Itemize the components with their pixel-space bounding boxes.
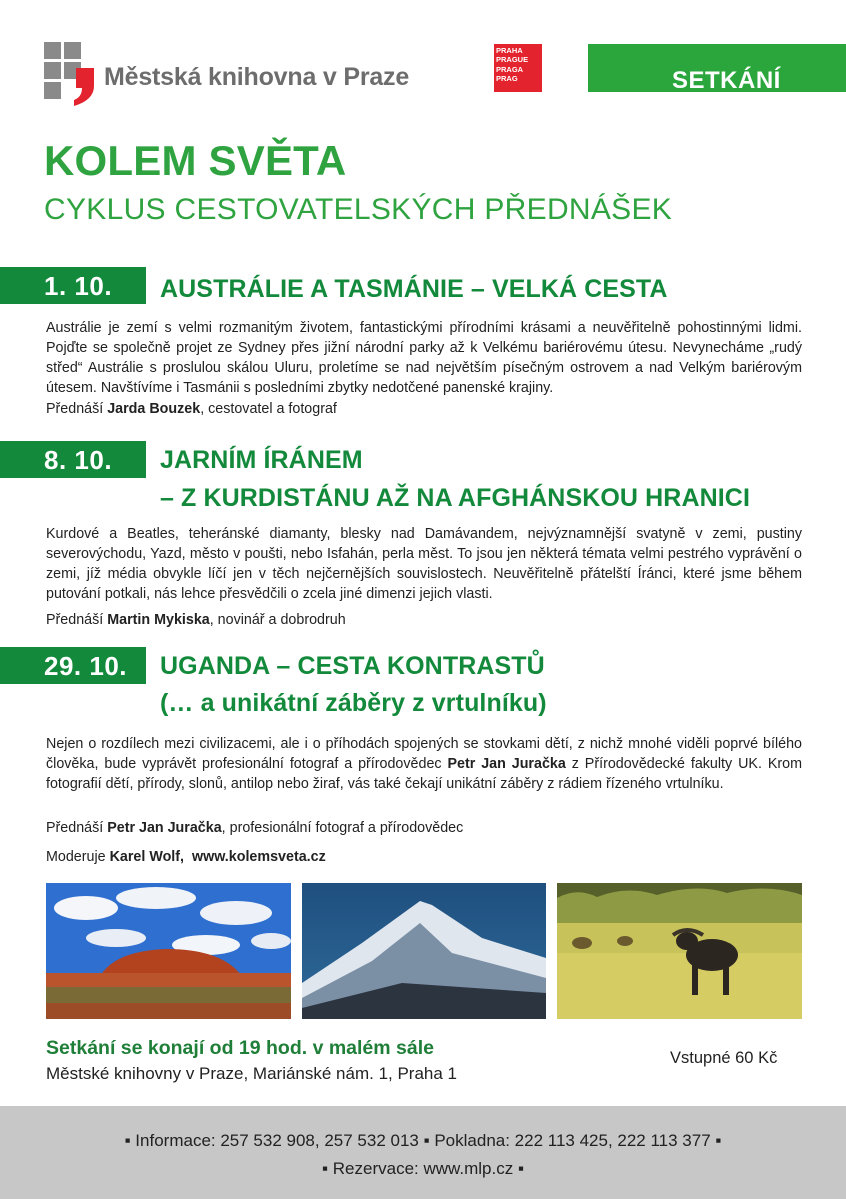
praha-logo: PRAHA PRAGUE PRAGA PRAG [494, 44, 542, 92]
photo-uluru [46, 883, 291, 1019]
contact-info: ▪ Informace: 257 532 908, 257 532 013 ▪ Pokladna: 222 113 425, 222 113 377 ▪ [124, 1131, 722, 1150]
event-description: Austrálie je zemí s velmi rozmanitým životem, fantastickými přírodními krásami a neuvěřitelně pohostinnými lidmi. Pojďte se společně projet ze Sydney přes jižní národní parky až k Velkému bariérovému útesu. Nevynecháme „rudý střed“ Austrálie s proslulou skálou Uluru, proletíme se nad největším písečným ostrovem a nad Velkým bariérovým útesem. Navštívíme i Tasmánii s posledními zbytky nedotčené panenské krajiny. [46, 320, 802, 396]
section-badge: SETKÁNÍ [588, 44, 846, 92]
entry-price: Vstupné 60 Kč [670, 1049, 778, 1067]
page-subtitle: CYKLUS CESTOVATELSKÝCH PŘEDNÁŠEK [44, 193, 673, 226]
lecturer-name-inline: Petr Jan Juračka [447, 756, 566, 772]
venue-highlight: Setkání se konají od 19 hod. v malém sále [46, 1037, 434, 1059]
reservation-info[interactable]: ▪ Rezervace: www.mlp.cz ▪ [322, 1159, 524, 1178]
event-date-badge: 29. 10. [0, 647, 146, 684]
page-title: KOLEM SVĚTA [44, 137, 347, 184]
event-description: Kurdové a Beatles, teheránské diamanty, blesky nad Damávandem, nejvýznamnější svatyně v zemi, pustiny severovýchodu, Yazd, město v poušti, nebo Isfahán, perla měst. To jsou jen některá témata velmi pestrého vyprávění o zemi, jíž média obvykle líčí jen v těch nejčernějších souvislostech. Neuvěřitelně přátelští Íránci, které jsme během putování potkali, nás lehce přesvědčili o zcela jiné dimenzi jejich vlasti. [46, 526, 802, 602]
library-name: Městská knihovna v Praze [104, 63, 410, 91]
photo-mountain [302, 883, 546, 1019]
lecturer-name: Martin Mykiska [107, 612, 210, 628]
moderator-name: Karel Wolf, [109, 849, 185, 865]
event-date-badge: 8. 10. [0, 441, 146, 478]
lecturer-name: Jarda Bouzek [107, 401, 201, 417]
venue-address: Městské knihovny v Praze, Mariánské nám. 1, Praha 1 [46, 1064, 458, 1083]
library-logo-icon [44, 42, 96, 106]
event-lecturer: Přednáší Martin Mykiska, novinář a dobrodruh [46, 612, 346, 628]
event-date-badge: 1. 10. [0, 267, 146, 304]
event-lecturer: Přednáší Petr Jan Juračka, profesionální fotograf a přírodovědec [46, 820, 464, 836]
contact-bar [0, 1106, 846, 1199]
event-title-line2: – Z KURDISTÁNU AŽ NA AFGHÁNSKOU HRANICI [160, 484, 750, 512]
event-description: Nejen o rozdílech mezi civilizacemi, ale i o příhodách spojených se stovkami dětí, z nichž mnohé viděli poprvé bílého člověka, bude vyprávět profesionální fotograf a přírodovědec Petr Jan Juračka z Přírodovědecké fakulty UK. Krom fotografií dětí, přírody, slonů, antilop nebo žiraf, vás také čekají unikátní záběry z rádiem řízeného vrtulníku. [46, 736, 802, 792]
photo-buffalo [557, 883, 802, 1019]
event-title-line2: (… a unikátní záběry z vrtulníku) [160, 689, 547, 717]
event-moderator: Moderuje Karel Wolf, www.kolemsveta.cz [46, 849, 326, 865]
event-title: AUSTRÁLIE A TASMÁNIE – VELKÁ CESTA [160, 275, 668, 303]
event-title: UGANDA – CESTA KONTRASTŮ [160, 652, 545, 680]
event-title: JARNÍM ÍRÁNEM [160, 446, 363, 474]
website-link[interactable]: www.kolemsveta.cz [191, 849, 326, 865]
lecturer-name: Petr Jan Juračka [107, 820, 222, 836]
event-lecturer: Přednáší Jarda Bouzek, cestovatel a fotograf [46, 401, 337, 417]
